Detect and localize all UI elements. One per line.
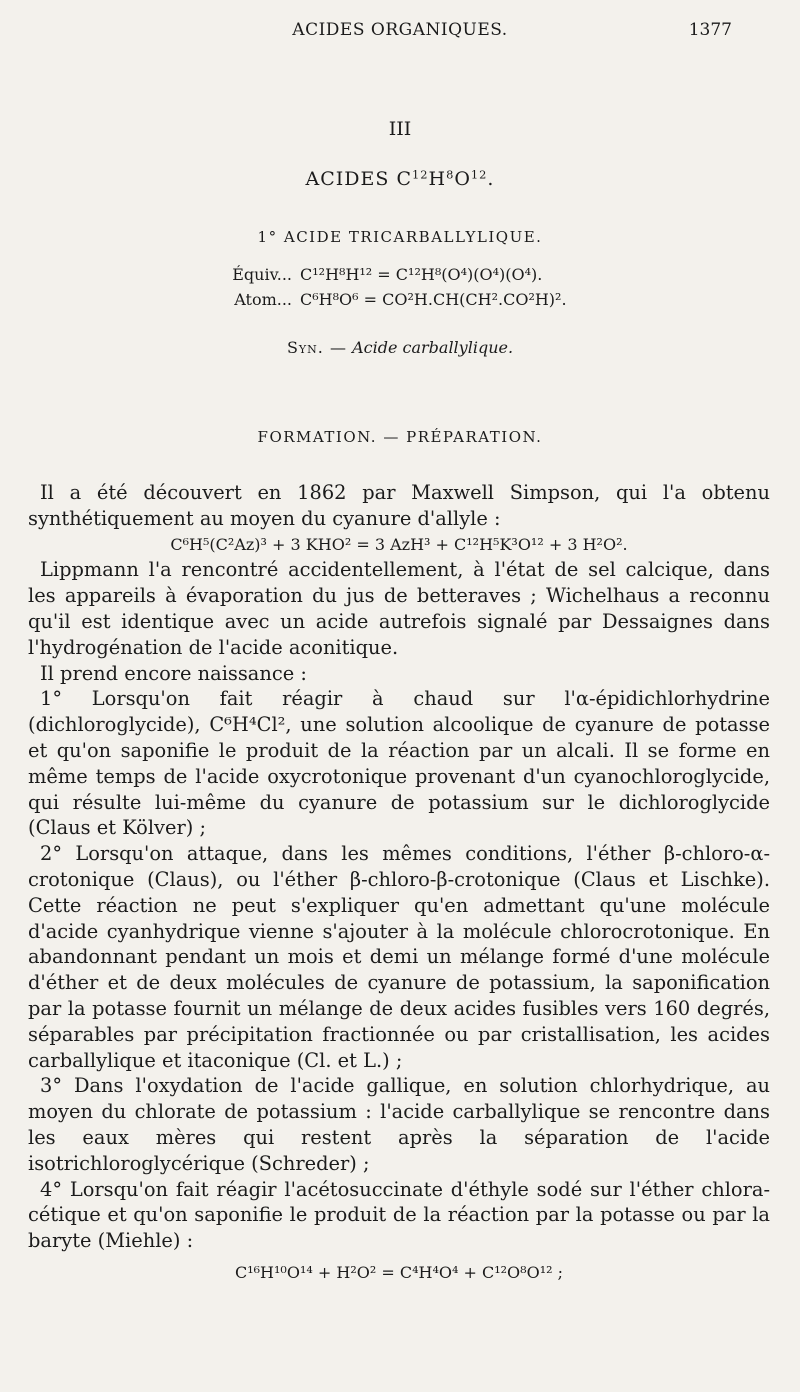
section-title-suffix: . (487, 168, 495, 190)
synonym-value: Acide carballylique. (352, 338, 514, 357)
section-title-mid: H (428, 168, 447, 190)
section-title-sup: 12 (412, 167, 429, 182)
paragraph-3: Il prend encore naissance : (40, 661, 307, 685)
paragraph-4: 1° Lorsqu'on fait réagir à chaud sur l'α-épidichlorhydrine (dichloroglycide), C⁶H⁴Cl², une solution alcoolique de cyanure de potasse et qu'on saponifie le produit de la réaction par un alcali. Il se forme en même temps de l'acide oxycrotonique provenant d'un cyanochloroglycide, qui résulte lui-même du cyanure de potassium sur le dichloroglycide (Claus et Kölver) ; (28, 687, 770, 840)
synonym (0, 338, 800, 357)
equation-2: C¹⁶H¹⁰O¹⁴ + H²O² = C⁴H⁴O⁴ + C¹²O⁸O¹² ; (234, 1262, 563, 1282)
atom-formula: C⁶H⁸O⁶ = CO²H.CH(CH².CO²H)². (300, 290, 567, 309)
atom-label: Atom... (234, 290, 292, 309)
body-text (28, 480, 770, 1286)
subheading: 1° ACIDE TRICARBALLYLIQUE. (257, 228, 543, 246)
paragraph-6: 3° Dans l'oxydation de l'acide gallique, en solution chlorhydrique, au moyen du chlorate de potassium : l'acide carballylique se rencontre dans les eaux mères qui restent après la séparation de l'acide isotrichloroglycérique (Schreder) ; (28, 1074, 770, 1175)
section-title-prefix: ACIDES C (305, 168, 412, 190)
equation-1: C⁶H⁵(C²Az)³ + 3 KHO² = 3 AzH³ + C¹²H⁵K³O¹² + 3 H²O². (170, 534, 628, 554)
section-numeral: III (388, 118, 412, 140)
section-title (0, 168, 800, 190)
page-number: 1377 (688, 20, 732, 40)
equiv-formula: C¹²H⁸H¹² = C¹²H⁸(O⁴)(O⁴)(O⁴). (300, 265, 543, 284)
paragraph-1: Il a été découvert en 1862 par Maxwell Simpson, qui l'a obtenu synthétiquement au moyen du cyanure d'allyle : (28, 481, 770, 530)
section-title-end: O (454, 168, 471, 190)
formation-heading: FORMATION. — PRÉPARATION. (257, 428, 543, 446)
running-head-title: ACIDES ORGANIQUES. (292, 20, 508, 40)
paragraph-2: Lippmann l'a rencontré accidentellement, à l'état de sel calcique, dans les appareils à évaporation du jus de betteraves ; Wichelhaus a reconnu qu'il est identique avec un acide autrefois signalé par Dessaignes dans l'hydrogénation de l'acide aconitique. (28, 558, 770, 659)
equiv-label: Équiv... (232, 265, 292, 284)
section-title-sup3: 12 (470, 167, 488, 182)
running-head (0, 20, 800, 44)
synonym-label: Syn. — (286, 338, 347, 357)
paragraph-5: 2° Lorsqu'on attaque, dans les mêmes conditions, l'éther β-chloro-α-crotonique (Claus), ou l'éther β-chloro-β-crotonique (Claus et Lischke). Cette réaction ne peut s'expliquer qu'en admettant qu'une molécule d'acide cyanhydrique vienne s'ajouter à la molécule chlorocrotonique. En abandonnant pendant un mois et demi un mélange formé d'une molécule d'éther et de deux molécules de cyanure de potassium, la saponification par la potasse fournit un mélange de deux acides fusibles vers 160 degrés, séparables par précipitation fractionnée ou par cristallisation, les acides carballylique et itaconique (Cl. et L.) ; (28, 842, 770, 1072)
paragraph-7: 4° Lorsqu'on fait réagir l'acétosuccinate d'éthyle sodé sur l'éther chloracétique et qu'on saponifie le produit de la réaction par la potasse ou par la baryte (Miehle) : (28, 1177, 770, 1253)
section-title-sup2: 8 (446, 167, 455, 182)
